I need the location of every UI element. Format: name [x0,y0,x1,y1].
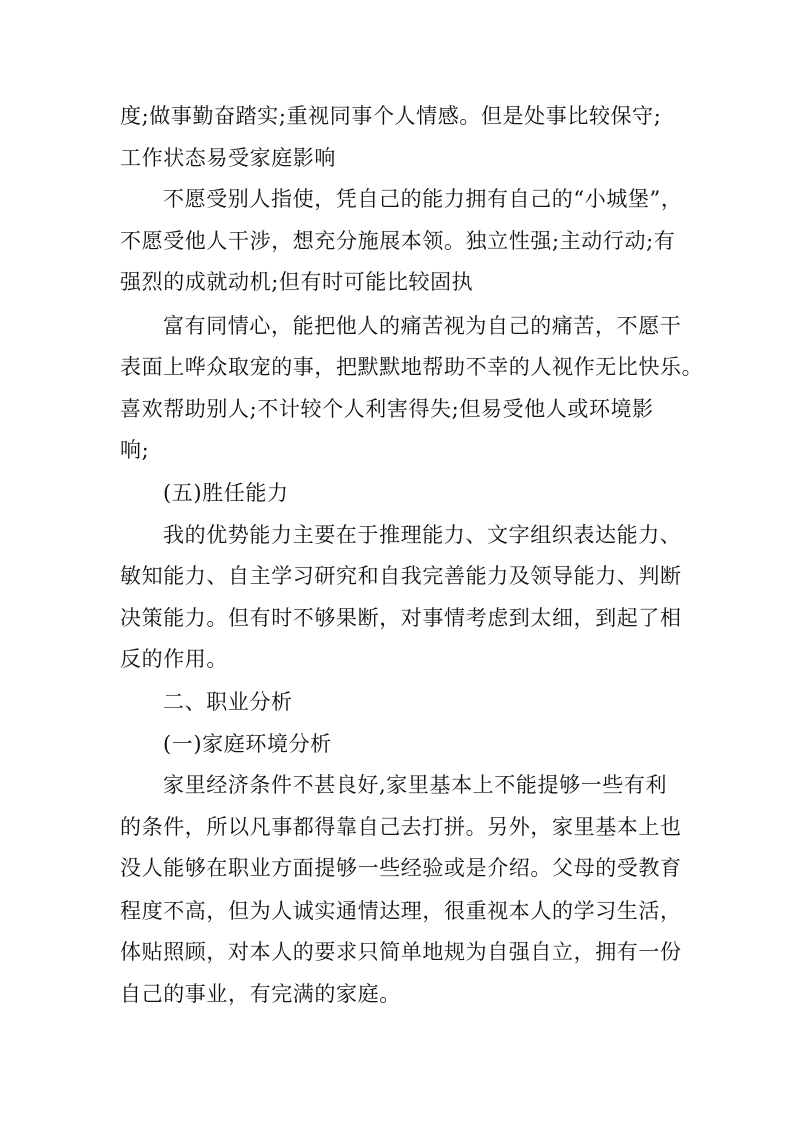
text-line: 响; [120,438,150,462]
text-line: 体贴照顾，对本人的要求只简单地规为自强自立，拥有一份 [120,940,682,964]
text-line: 决策能力。但有时不够果断，对事情考虑到太细，到起了相 [120,606,682,630]
text-line: 不愿受他人干涉，想充分施展本领。独立性强;主动行动;有 [120,229,676,253]
text-line: 喜欢帮助别人;不计较个人利害得失;但易受他人或环境影 [120,397,654,421]
text-line: 表面上哗众取宠的事，把默默地帮助不幸的人视作无比快乐。 [120,355,704,379]
section-heading: (五)胜任能力 [163,481,289,505]
section-heading: (一)家庭环境分析 [163,732,332,756]
text-line: 家里经济条件不甚良好,家里基本上不能提够一些有利 [163,773,668,797]
text-line: 程度不高，但为人诚实通情达理，很重视本人的学习生活， [120,899,682,923]
text-line: 强烈的成就动机;但有时可能比较固执 [120,270,474,294]
text-line: 敏知能力、自主学习研究和自我完善能力及领导能力、判断 [120,564,682,588]
text-line: 我的优势能力主要在于推理能力、文字组织表达能力、 [163,523,682,547]
text-line: 度;做事勤奋踏实;重视同事个人情感。但是处事比较保守; [120,104,662,128]
text-line: 自己的事业，有完满的家庭。 [120,982,401,1006]
text-line: 反的作用。 [120,647,228,671]
text-line: 的条件，所以凡事都得靠自己去打拼。另外，家里基本上也 [120,815,682,839]
text-line: 不愿受别人指使，凭自己的能力拥有自己的“小城堡”， [163,187,683,211]
text-line: 工作状态易受家庭影响 [120,146,336,170]
text-line: 没人能够在职业方面提够一些经验或是介绍。父母的受教育 [120,856,682,880]
section-heading: 二、职业分析 [163,690,293,714]
text-line: 富有同情心，能把他人的痛苦视为自己的痛苦，不愿干 [163,314,682,338]
